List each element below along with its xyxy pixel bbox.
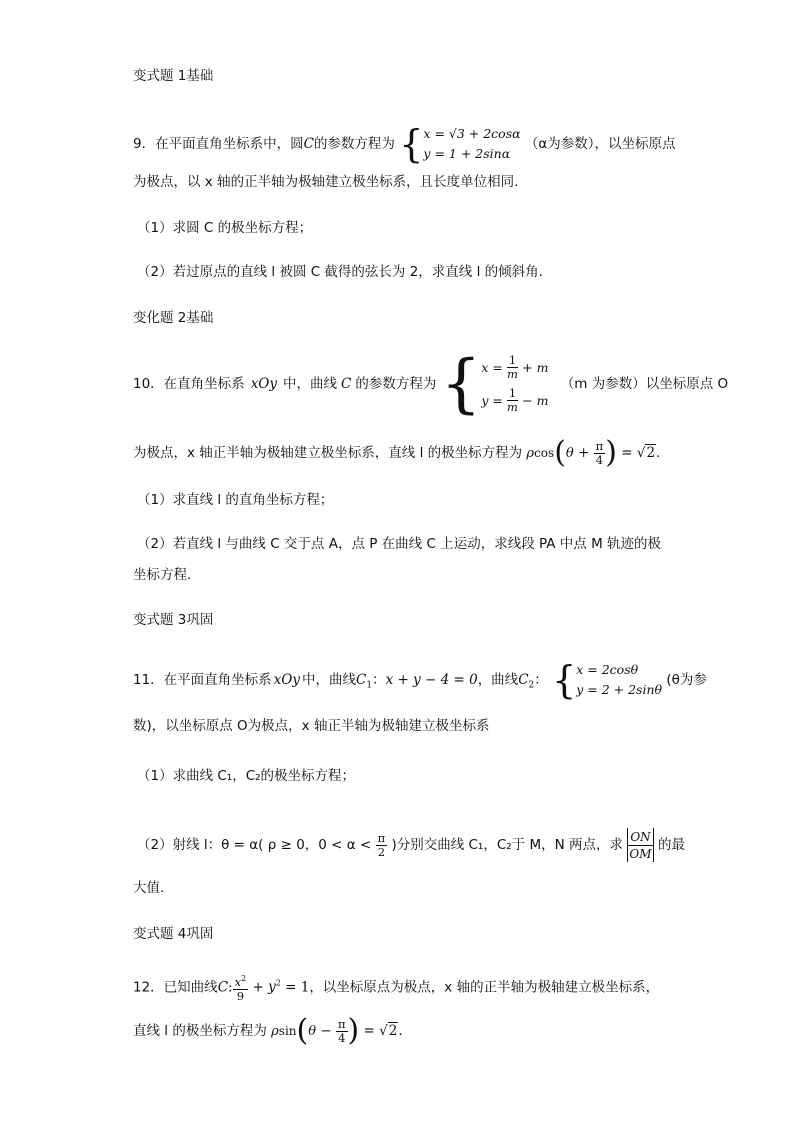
q10-text-b: 中，曲线 bbox=[283, 376, 337, 392]
q10-text-c: 的参数方程为 bbox=[355, 376, 437, 392]
q11-eq-x: x = 2cosθ bbox=[576, 662, 639, 677]
q11-text-b: 中，曲线 bbox=[302, 672, 356, 688]
q9-param-note: （α为参数），以坐标原点 bbox=[524, 136, 676, 152]
q11-part2-line2: 大值. bbox=[133, 880, 165, 896]
q10-var-c: C bbox=[341, 376, 352, 392]
q10-text-a: 10．在直角坐标系 bbox=[133, 376, 245, 392]
q9-line2: 为极点，以 x 轴的正半轴为极轴建立极坐标系，且长度单位相同. bbox=[133, 174, 519, 190]
q10-param-note: （m 为参数）以坐标原点 O bbox=[560, 376, 729, 392]
q9-eq-y: y = 1 + 2sinα bbox=[423, 146, 511, 161]
q10-line2-text: 为极点，x 轴正半轴为极轴建立极坐标系，直线 l 的极坐标方程为 bbox=[133, 445, 523, 461]
q12-text-a: 12．已知曲线 bbox=[133, 979, 218, 996]
q11-eq-y: y = 2 + 2sinθ bbox=[576, 682, 663, 697]
q11-param-system: { x = 2cosθ y = 2 + 2sinθ bbox=[552, 658, 663, 702]
q10-param-system: { x = $\frac{1}{m}$ + m y = $\frac{1}{m}$ − m bbox=[440, 347, 549, 421]
q10-line1 bbox=[133, 347, 729, 421]
section-label-4: 变式题 4巩固 bbox=[133, 926, 214, 942]
q11-c1-eq: x + y − 4 = 0 bbox=[385, 672, 478, 688]
q11-param-note: (θ为参 bbox=[666, 672, 707, 688]
q12-line2: 直线 l 的极坐标方程为 ρsin(θ − $\frac{\pi}{4}$ ) = √2. bbox=[133, 1013, 403, 1048]
q11-text-c: ，曲线 bbox=[477, 672, 519, 688]
q10-part2-line2: 坐标方程. bbox=[133, 567, 192, 583]
q9-eq-x: x = √3 + 2cosα bbox=[423, 126, 521, 141]
q9-text-b: 的参数方程为 bbox=[313, 136, 395, 152]
q9-line1 bbox=[133, 124, 676, 164]
q12-line2-text: 直线 l 的极坐标方程为 bbox=[133, 1023, 267, 1039]
q10-part1: （1）求直线 l 的直角坐标方程； bbox=[137, 492, 334, 508]
q11-ratio: $\frac{ON}{OM}$ bbox=[627, 828, 653, 862]
q10-line2-end: . bbox=[656, 445, 661, 461]
q11-part2-c: 的最 bbox=[657, 837, 685, 853]
q10-xoy: xOy bbox=[250, 376, 277, 392]
q11-text-a: 11．在平面直角坐标系 bbox=[133, 672, 272, 688]
q12-line2-end: . bbox=[398, 1023, 403, 1039]
section-label-1: 变式题 1基础 bbox=[133, 68, 214, 84]
q9-var-c: C bbox=[303, 136, 314, 152]
q11-part2-a: （2）射线 l：θ = α( ρ ≥ 0，0 < α < bbox=[137, 837, 372, 853]
q11-part2: （2）射线 l：θ = α( ρ ≥ 0，0 < α < $\frac{\pi}{2}$ )分别交曲线 C₁，C₂于 M，N 两点，求 $\frac{ON}{OM}$ 的最 bbox=[137, 829, 685, 861]
q9-part1: （1）求圆 C 的极坐标方程； bbox=[137, 220, 313, 236]
q9-part2: （2）若过原点的直线 l 被圆 C 截得的弦长为 2，求直线 l 的倾斜角. bbox=[137, 264, 543, 280]
q11-line2: 数)，以坐标原点 O为极点，x 轴正半轴为极轴建立极坐标系 bbox=[133, 718, 490, 734]
section-label-3: 变式题 3巩固 bbox=[133, 612, 214, 628]
q11-xoy: xOy bbox=[273, 672, 300, 688]
q12-line1: 12．已知曲线C: $\frac{x^2}{9}$ + $y^2 = 1$，以坐标原点为极点，x 轴的正半轴为极轴建立极坐标系， bbox=[133, 974, 660, 1003]
q10-line2: 为极点，x 轴正半轴为极轴建立极坐标系，直线 l 的极坐标方程为 ρcos(θ + $\frac{\pi}{4}$ ) = √2. bbox=[133, 435, 661, 470]
q11-part2-b: )分别交曲线 C₁，C₂于 M，N 两点，求 bbox=[391, 837, 624, 853]
q11-line1: 11．在平面直角坐标系 xOy 中，曲线$C_1$：x + y − 4 = 0，曲线$C_2$： { x = 2cosθ y = 2 + 2sinθ (θ为参 bbox=[133, 658, 707, 702]
q10-part2-line1: （2）若直线 l 与曲线 C 交于点 A，点 P 在曲线 C 上运动，求线段 PA 中点 M 轨迹的极 bbox=[137, 536, 662, 552]
section-label-2: 变化题 2基础 bbox=[133, 310, 214, 326]
q11-part1: （1）求曲线 C₁，C₂的极坐标方程； bbox=[137, 768, 356, 784]
q9-param-system: { x = √3 + 2cosα y = 1 + 2sinα bbox=[399, 122, 521, 166]
q12-text-b: ，以坐标原点为极点，x 轴的正半轴为极轴建立极坐标系， bbox=[309, 979, 660, 996]
q9-text-a: 9．在平面直角坐标系中，圆 bbox=[133, 136, 304, 152]
